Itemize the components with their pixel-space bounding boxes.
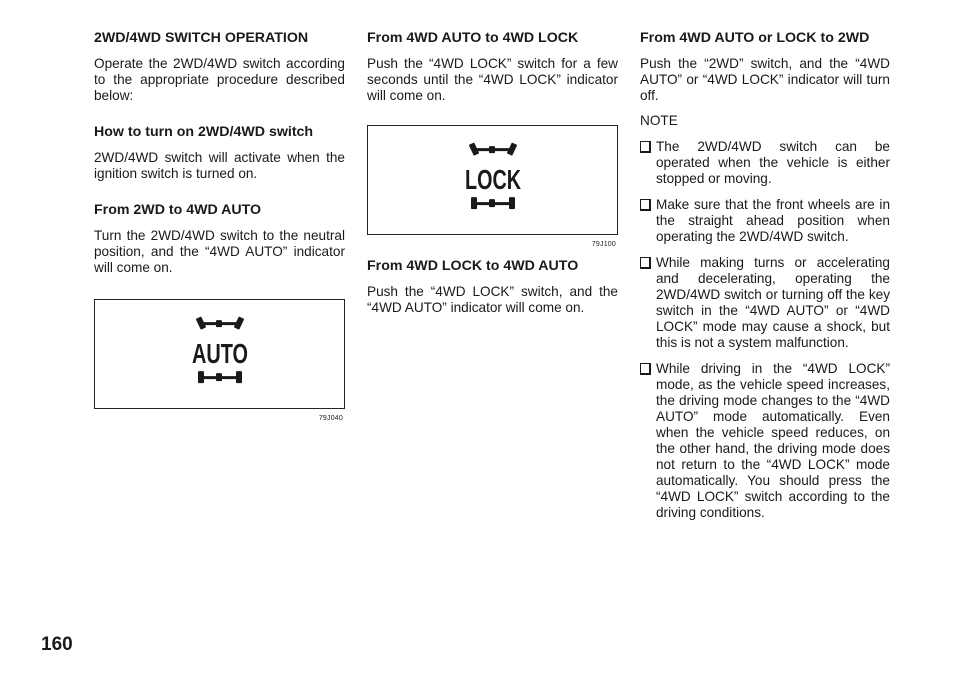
- heading-2wd-to-auto: From 2WD to 4WD AUTO: [94, 202, 262, 218]
- column-3: [640, 30, 890, 531]
- page-number: 160: [41, 634, 73, 655]
- checkbox-bullet-icon: [640, 257, 651, 269]
- note-text: Make sure that the front wheels are in the straight ahead position when operating the 2WD/4WD switch.: [656, 197, 890, 244]
- to-2wd-paragraph: Push the “2WD” switch, and the “4WD AUTO” or “4WD LOCK” indicator will turn off.: [640, 56, 890, 103]
- note-item: [640, 361, 890, 521]
- checkbox-bullet-icon: [640, 141, 651, 153]
- back-paragraph: Push the “4WD LOCK” switch, and the “4WD AUTO” indicator will come on.: [367, 284, 618, 315]
- heading-to-2wd: From 4WD AUTO or LOCK to 2WD: [640, 30, 870, 46]
- intro-paragraph: Operate the 2WD/4WD switch according to the appropriate procedure described below:: [94, 56, 345, 103]
- checkbox-bullet-icon: [640, 199, 651, 211]
- lock-indicator-label: LOCK: [464, 164, 521, 196]
- note-label: NOTE: [640, 113, 678, 128]
- heading-turn-on: How to turn on 2WD/4WD switch: [94, 124, 314, 140]
- note-text: While making turns or accelerating and decelerating, operating the 2WD/4WD switch or turning off the key switch in the “4WD AUTO” or “4WD LOCK” mode may cause a shock, but this is not a system malfunction.: [656, 255, 890, 350]
- note-item: [640, 255, 890, 351]
- figure-lock-indicator: [367, 125, 618, 248]
- checkbox-bullet-icon: [640, 363, 651, 375]
- heading-auto-to-lock: From 4WD AUTO to 4WD LOCK: [367, 30, 579, 46]
- column-2: [367, 30, 618, 333]
- heading-lock-to-auto: From 4WD LOCK to 4WD AUTO: [367, 258, 579, 274]
- turn-on-paragraph: 2WD/4WD switch will activate when the ignition switch is turned on.: [94, 150, 345, 181]
- 4wd-lock-indicator-icon: [461, 141, 525, 213]
- lock-paragraph: Push the “4WD LOCK” switch for a few seconds until the “4WD LOCK” indicator will come on.: [367, 56, 618, 103]
- section-heading-switch-operation: 2WD/4WD SWITCH OPERATION: [94, 30, 309, 46]
- note-list: [640, 139, 890, 521]
- auto-paragraph: Turn the 2WD/4WD switch to the neutral position, and the “4WD AUTO” indicator will come on.: [94, 228, 345, 275]
- note-text: The 2WD/4WD switch can be operated when the vehicle is either stopped or moving.: [656, 139, 890, 186]
- column-1: [94, 30, 345, 422]
- note-text: While driving in the “4WD LOCK” mode, as the vehicle speed increases, the driving mode changes to the “4WD AUTO” mode automatically. Even when the vehicle speed reduces, on the other hand, the driving mode does not return to the “4WD LOCK” mode automatically. You should press the “4WD LOCK” switch according to the driving conditions.: [656, 361, 890, 520]
- 4wd-auto-indicator-icon: [188, 315, 252, 387]
- note-item: [640, 197, 890, 245]
- auto-indicator-label: AUTO: [191, 338, 248, 370]
- figure-code: 79J040: [318, 415, 343, 422]
- figure-auto-indicator: [94, 299, 345, 422]
- figure-code: 79J100: [591, 241, 616, 248]
- note-item: [640, 139, 890, 187]
